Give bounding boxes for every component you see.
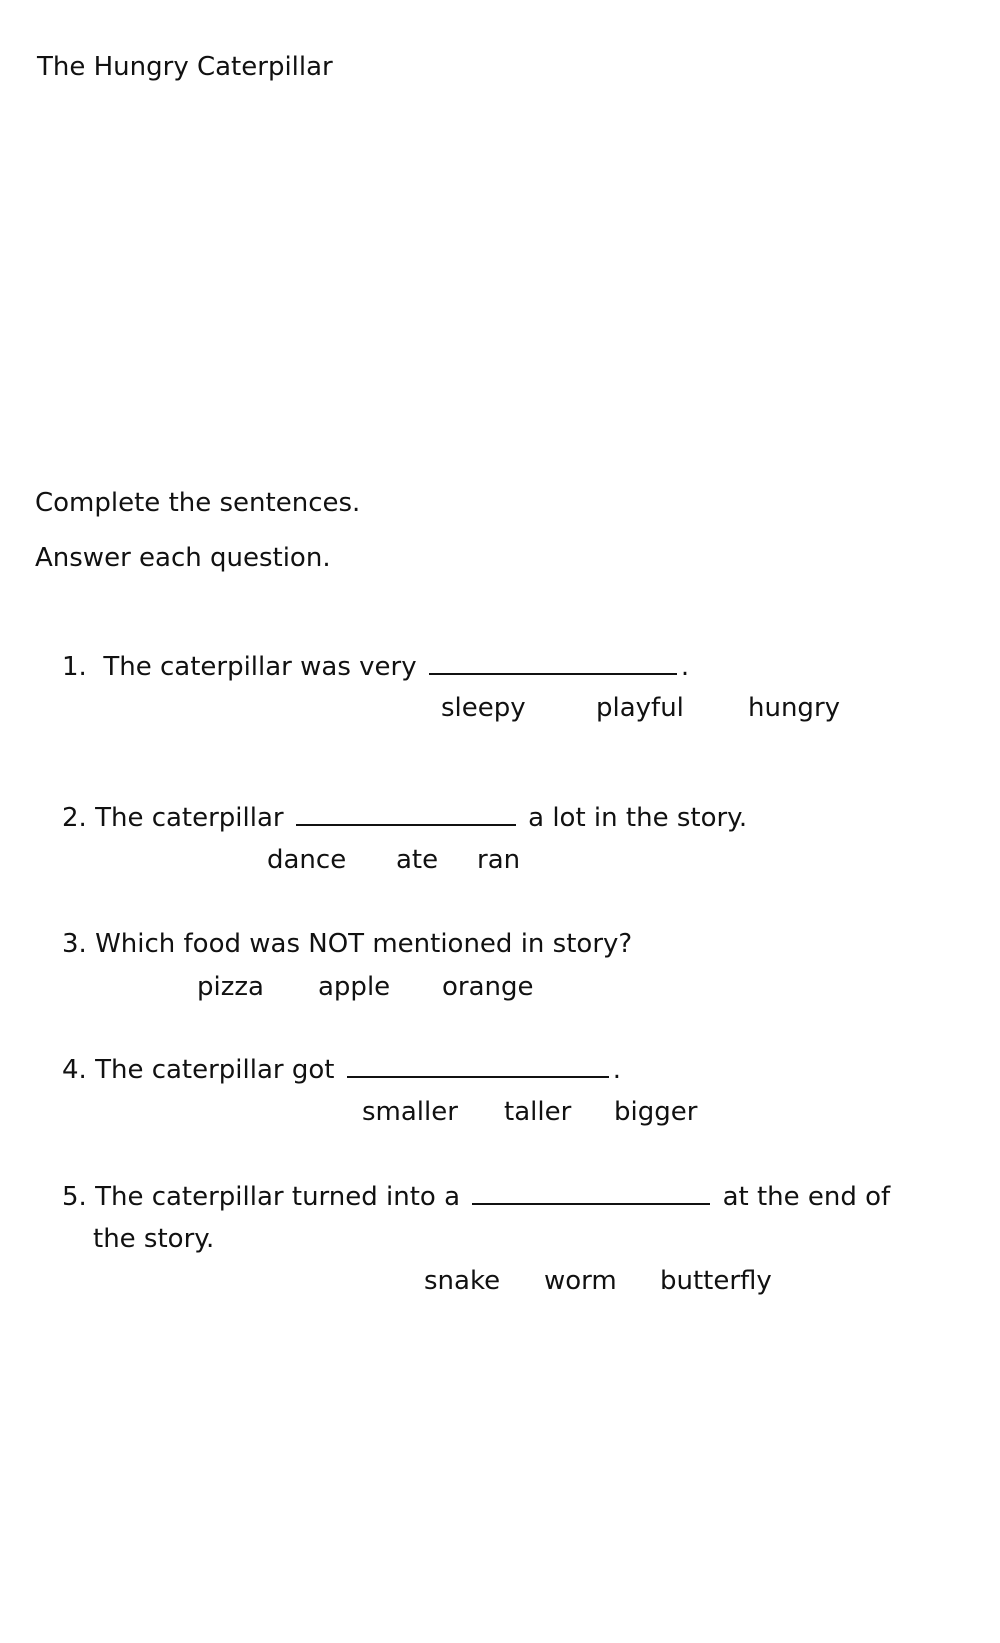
question-text: The caterpillar [95,803,284,833]
option-apple[interactable]: apple [318,972,391,1002]
option-butterfly[interactable]: butterfly [660,1266,772,1296]
option-worm[interactable]: worm [544,1266,617,1296]
question-text: The caterpillar turned into a [95,1182,461,1212]
question-number: 3. [62,929,87,959]
question-number: 4. [62,1055,87,1085]
question-text: The caterpillar got [95,1055,335,1085]
option-orange[interactable]: orange [442,972,534,1002]
question-number: 5. [62,1182,87,1212]
question-number: 1. [62,652,87,682]
option-ate[interactable]: ate [396,845,439,875]
question-text-after: . [612,1055,622,1085]
option-smaller[interactable]: smaller [362,1097,458,1127]
option-hungry[interactable]: hungry [748,693,841,723]
answer-blank[interactable] [296,802,516,826]
question-2-line [62,801,747,835]
question-number: 2. [62,803,87,833]
question-5-line [62,1180,890,1214]
question-3-line [62,927,632,961]
question-4-line [62,1053,621,1087]
option-sleepy[interactable]: sleepy [441,693,526,723]
option-ran[interactable]: ran [477,845,521,875]
option-snake[interactable]: snake [424,1266,501,1296]
instruction-complete: Complete the sentences. [35,488,361,518]
question-5-line-2: the story. [93,1224,215,1254]
page-title: The Hungry Caterpillar [37,52,333,82]
question-text: The caterpillar was very [103,652,417,682]
option-taller[interactable]: taller [504,1097,572,1127]
option-pizza[interactable]: pizza [197,972,264,1002]
option-dance[interactable]: dance [267,845,347,875]
question-text-after: . [680,652,690,682]
question-text: Which food was NOT mentioned in story? [95,929,633,959]
answer-blank[interactable] [472,1181,710,1205]
answer-blank[interactable] [347,1054,609,1078]
answer-blank[interactable] [429,651,677,675]
option-bigger[interactable]: bigger [614,1097,698,1127]
option-playful[interactable]: playful [596,693,684,723]
question-1-line [62,650,689,684]
question-text-after: at the end of [722,1182,891,1212]
instruction-answer: Answer each question. [35,543,331,573]
question-text-after: a lot in the story. [528,803,748,833]
